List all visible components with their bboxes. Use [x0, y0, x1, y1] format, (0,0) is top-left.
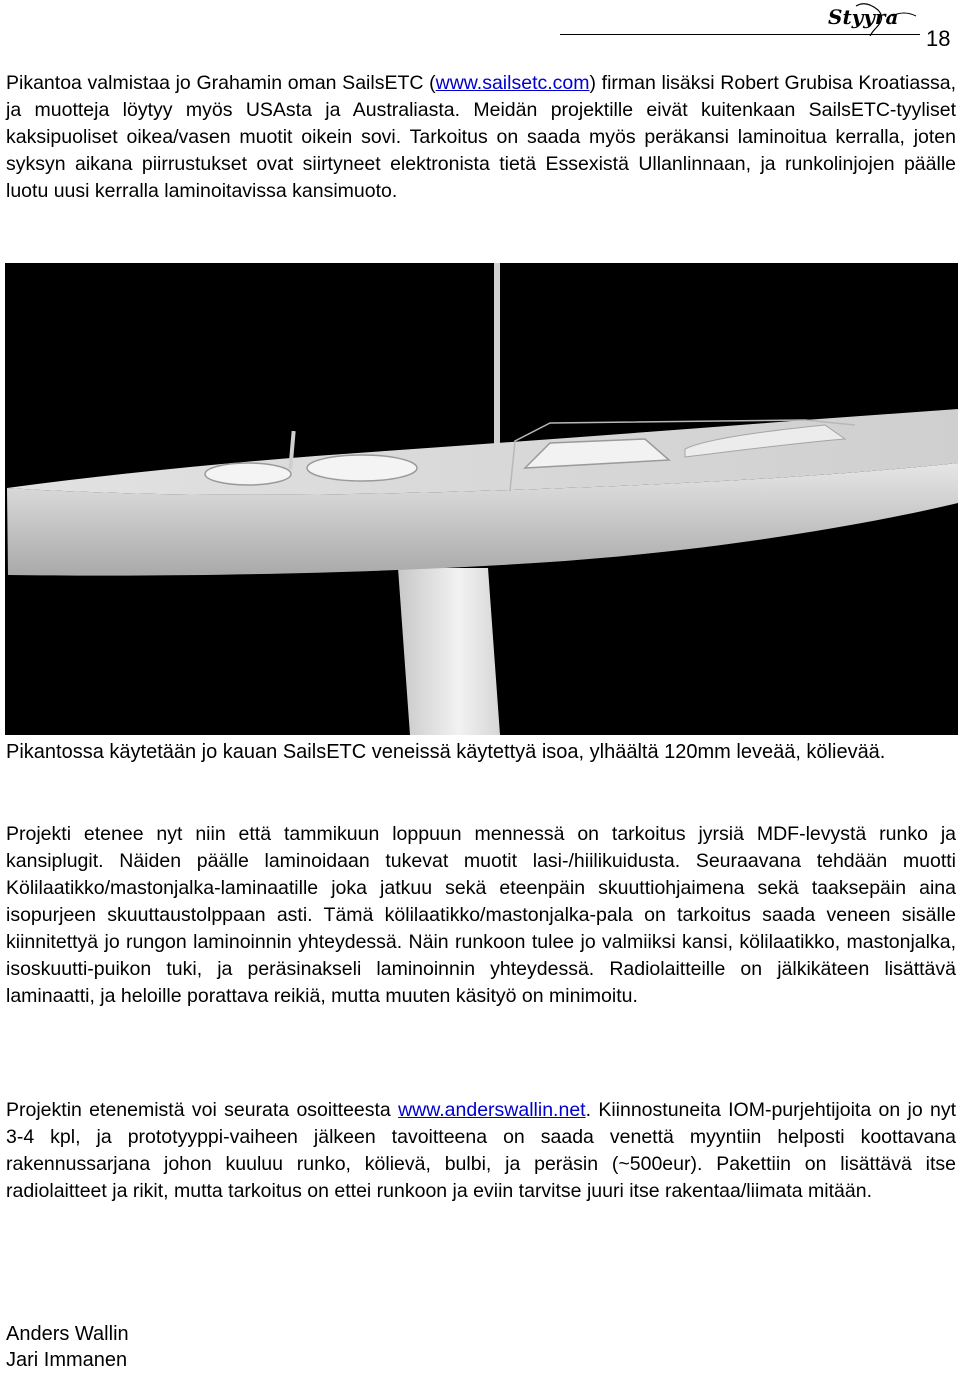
intro-text-start: Pikantoa valmistaa jo Grahamin oman SailsETC ( [6, 72, 436, 94]
page-number: 18 [926, 26, 951, 51]
deck-hatch-mid [307, 455, 417, 481]
styyra-logo [826, 2, 918, 41]
intro-text-end: ) firman lisäksi Robert Grubisa Kroatiassa, ja muotteja löytyy myös USAsta ja Australiasta. Meidän projektille eivät kuitenkaan SailsETC-tyyliset kaksipuoliset oikea/vasen muotit oikein sovi. Tarkoitus on saada myös peräkansi laminoitua kerralla, joten syksyn aikana piirrustukset ovat siirtyneet elektronista tietä Essexistä Ullanlinnaan, ja runkolinjojen päälle luotu uusi kerralla laminoitavissa kansimuoto. [6, 72, 956, 202]
author-name: Jari Immanen [6, 1349, 128, 1371]
figure-caption: Pikantossa käytetään jo kauan SailsETC veneissä käytettyä isoa, ylhäältä 120mm leveää, kölievää. [6, 741, 886, 763]
keel-fin [398, 568, 500, 735]
follow-text-end: . Kiinnostuneita IOM-purjehtijoita on jo nyt 3-4 kpl, ja prototyyppi-vaiheen jälkeen tavoitteena on saada venettä myyntiin helposti koottavana rakennussarjana johon kuuluu runko, kölievä, bulbi, ja peräsin (~500eur). Pakettiin on lisättävä itse radiolaitteet ja rikit, mutta tarkoitus on ettei runkoon ja eviin tarvitse juuri itse rakentaa/liimata mitään. [6, 1099, 956, 1202]
deck-hatch-aft [205, 463, 291, 485]
intro-paragraph [6, 70, 956, 205]
follow-text-start: Projektin etenemistä voi seurata osoitteesta [6, 1099, 399, 1121]
project-progress-paragraph: Projekti etenee nyt niin että tammikuun loppuun mennessä on tarkoitus jyrsiä MDF-levystä runko ja kansiplugit. Näiden päälle laminoidaan tukevat muotit lasi-/hiilikuidusta. Seuraavana tehdään muotti Kölilaatikko/mastonjalka-laminaatille joka jatkuu sekä eteenpäin skuuttiohjaimena sekä taaksepäin aina isopurjeen skuuttaustolppaan asti. Tämä kölilaatikko/mastonjalka-pala on tarkoitus saada veneen sisälle kiinnitettyä jo rungon laminoinnin yhteydessä. Näin runkoon tulee jo valmiiksi kansi, kölilaatikko, mastonjalka, isoskuutti-puikon tuki, ja peräsinakseli laminoinnin yhteydessä. Radiolaitteille on jälkikäteen lisättävä laminaatti, ja heloille porattava reikiä, mutta muuten käsityö on minimoitu. [6, 823, 956, 1007]
anderswallin-link[interactable]: www.anderswallin.net [398, 1099, 586, 1121]
sailsetc-link[interactable]: www.sailsetc.com [435, 72, 590, 94]
mast [494, 263, 500, 458]
svg-text:Styyra: Styyra [828, 5, 899, 29]
follow-project-paragraph [6, 1097, 956, 1205]
author-name: Anders Wallin [6, 1323, 129, 1345]
hull-render-image [5, 263, 958, 735]
hull-render-figure [5, 263, 958, 735]
authors-block [6, 1321, 129, 1373]
